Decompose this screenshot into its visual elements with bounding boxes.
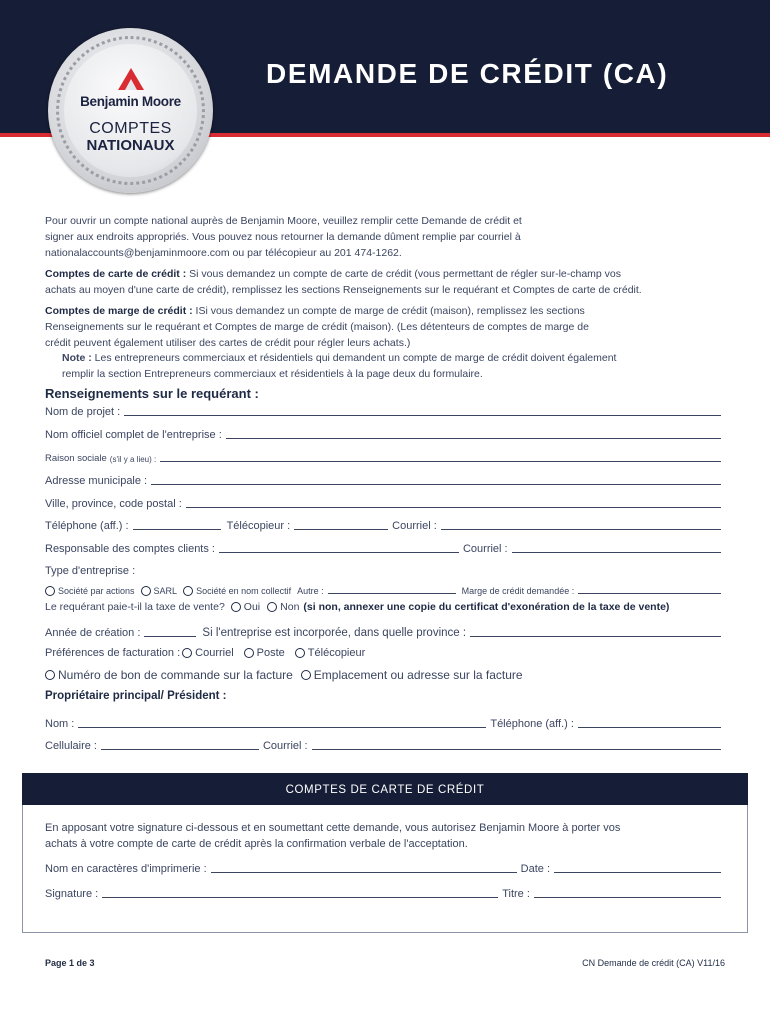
owner-email-label: Courriel : [262,740,308,752]
address-field[interactable] [151,473,721,485]
triangle-cutout [125,79,137,90]
yes-label: Oui [243,601,261,613]
entity-options-row [45,580,725,596]
email-field[interactable] [441,518,721,530]
billing-mail-option[interactable] [244,647,285,659]
email-label: Courriel : [392,520,437,532]
intro-paragraph [45,213,522,261]
project-name-row [45,402,725,418]
fax-label: Télécopieur : [226,520,291,532]
entity-option-sarl[interactable] [141,586,178,596]
owner-contact-row [45,736,725,752]
signature-row [45,884,725,900]
logo-brand: Benjamin Moore [80,94,181,109]
radio-circle-icon[interactable] [244,648,254,658]
other-field[interactable] [328,582,456,594]
billing-pref-label: Préférences de facturation : [45,647,181,659]
project-name-label: Nom de projet : [45,406,121,418]
entity-option-partnership[interactable] [183,586,291,596]
phone-label: Téléphone (aff.) : [45,520,129,532]
credit-card-text-line: achats à votre compte de carte de crédit après la confirmation verbale de l'acceptation. [45,838,468,850]
note-paragraph [62,350,616,382]
city-label: Ville, province, code postal : [45,498,182,510]
radio-circle-icon[interactable] [141,586,151,596]
year-created-field[interactable] [144,625,196,637]
city-row [45,494,725,510]
radio-circle-icon[interactable] [301,670,311,680]
cc-text: Si vous demandez un compte de carte de crédit (vous permettant de régler sur-le-champ vos [186,268,622,280]
address-label: Adresse municipale : [45,475,148,487]
entity-option-corp[interactable] [45,586,135,596]
incorporated-label: Si l'entreprise est incorporée, dans quelle province : [202,627,467,639]
billing-option-label: Télécopieur [307,647,366,659]
owner-name-field[interactable] [78,716,486,728]
owner-name-row [45,714,725,730]
entity-option-label: SARL [153,586,178,596]
owner-title: Propriétaire principal/ Président : [45,690,227,702]
cm-text: Renseignements sur le requérant et Comptes de marge de crédit (maison). (Les détenteurs de comptes de marge de [45,321,589,333]
date-label: Date : [520,863,551,875]
billing-email-option[interactable] [182,647,234,659]
entity-option-label: Société par actions [58,586,135,596]
ap-manager-label: Responsable des comptes clients : [45,543,215,555]
ap-manager-field[interactable] [219,541,459,553]
company-name-label: Nom officiel complet de l'entreprise : [45,429,222,441]
owner-mobile-field[interactable] [101,738,259,750]
entity-option-label: Société en nom collectif [196,586,292,596]
applicant-section-title: Renseignements sur le requérant : [45,386,259,401]
radio-circle-icon[interactable] [45,670,55,680]
business-name-row [45,448,725,464]
tax-exempt-note: (si non, annexer une copie du certificat d'exonération de la taxe de vente) [303,601,670,613]
seal-inner [64,44,197,177]
note-text: Les entrepreneurs commerciaux et résidentiels qui demandent un compte de marge de crédit doivent également [91,352,617,364]
project-name-field[interactable] [124,404,721,416]
page-number: Page 1 de 3 [45,958,95,968]
no-label: Non [280,601,300,613]
billing-pref-row [45,647,365,659]
address-row [45,471,725,487]
other-label: Autre : [297,586,324,596]
entity-type-label: Type d'entreprise : [45,565,136,577]
signature-field[interactable] [102,886,498,898]
po-number-label: Numéro de bon de commande sur la facture [58,668,293,682]
note-label: Note : [62,352,92,364]
business-name-field[interactable] [160,450,721,462]
cc-text: achats au moyen d'une carte de crédit), remplissez les sections Renseignements sur le requérant et Comptes de carte de crédit. [45,284,642,296]
credit-card-text [45,820,620,852]
owner-name-label: Nom : [45,718,75,730]
billing-option-label: Poste [256,647,285,659]
cc-label: Comptes de carte de crédit : [45,268,187,280]
radio-circle-icon[interactable] [183,586,193,596]
company-name-field[interactable] [226,427,721,439]
ap-email-field[interactable] [512,541,721,553]
phone-field[interactable] [133,518,221,530]
radio-circle-icon[interactable] [45,586,55,596]
radio-circle-icon[interactable] [295,648,305,658]
company-name-row [45,425,725,441]
owner-phone-label: Téléphone (aff.) : [490,718,574,730]
intro-line: signer aux endroits appropriés. Vous pouvez nous retourner la demande dûment remplie par courriel à [45,231,521,243]
sales-tax-no[interactable] [267,601,299,613]
logo-seal [48,28,213,193]
cc-paragraph [45,266,642,298]
owner-email-field[interactable] [312,738,721,750]
logo-line1: COMPTES [89,120,172,137]
billing-fax-option[interactable] [295,647,365,659]
owner-mobile-label: Cellulaire : [45,740,97,752]
incorporated-field[interactable] [470,625,721,637]
sales-tax-yes[interactable] [231,601,260,613]
cm-text: ISi vous demandez un compte de marge de crédit (maison), remplissez les sections [192,305,585,317]
year-created-label: Année de création : [45,627,141,639]
cm-paragraph [45,303,589,351]
year-row [45,623,725,639]
billing-option-label: Courriel [195,647,234,659]
note-text: remplir la section Entrepreneurs commerciaux et résidentiels à la page deux du formulaire. [62,368,483,380]
location-label: Emplacement ou adresse sur la facture [313,668,523,682]
cm-label: Comptes de marge de crédit : [45,305,193,317]
credit-card-text-line: En apposant votre signature ci-dessous et en soumettant cette demande, vous autorisez Benjamin Moore à porter vos [45,822,621,834]
cm-text: crédit peuvent également utiliser des cartes de crédit pour régler leurs achats.) [45,337,411,349]
print-name-field[interactable] [211,861,517,873]
title-label: Titre : [502,888,530,900]
print-name-label: Nom en caractères d'imprimerie : [45,863,207,875]
radio-circle-icon[interactable] [182,648,192,658]
sales-tax-row [45,601,669,613]
owner-phone-field[interactable] [578,716,721,728]
page-title: DEMANDE DE CRÉDIT (CA) [266,58,669,89]
phone-row [45,516,725,532]
credit-requested-label: Marge de crédit demandée : [461,586,575,596]
city-field[interactable] [186,496,721,508]
print-name-row [45,859,725,875]
date-field[interactable] [554,861,721,873]
ap-email-label: Courriel : [462,543,508,555]
intro-line: nationalaccounts@benjaminmoore.com ou par télécopieur au 201 474-1262. [45,247,402,259]
signature-label: Signature : [45,888,99,900]
credit-requested-field[interactable] [578,582,721,594]
radio-circle-icon[interactable] [231,602,241,612]
radio-circle-icon[interactable] [267,602,277,612]
credit-card-heading: COMPTES DE CARTE DE CRÉDIT [22,773,748,805]
invoice-options-row [45,668,523,682]
ap-row [45,539,725,555]
location-option[interactable] [301,668,523,682]
entity-type-row [45,561,725,577]
title-field[interactable] [534,886,721,898]
fax-field[interactable] [294,518,388,530]
intro-line: Pour ouvrir un compte national auprès de Benjamin Moore, veuillez remplir cette Demande de crédit et [45,215,522,227]
business-name-label: Raison sociale [45,453,107,464]
sales-tax-question: Le requérant paie-t-il la taxe de vente? [45,601,225,613]
po-number-option[interactable] [45,668,293,682]
business-name-note: (s'il y a lieu) : [109,455,157,464]
logo-line2: NATIONAUX [86,137,175,154]
form-id: CN Demande de crédit (CA) V11/16 [582,958,725,968]
